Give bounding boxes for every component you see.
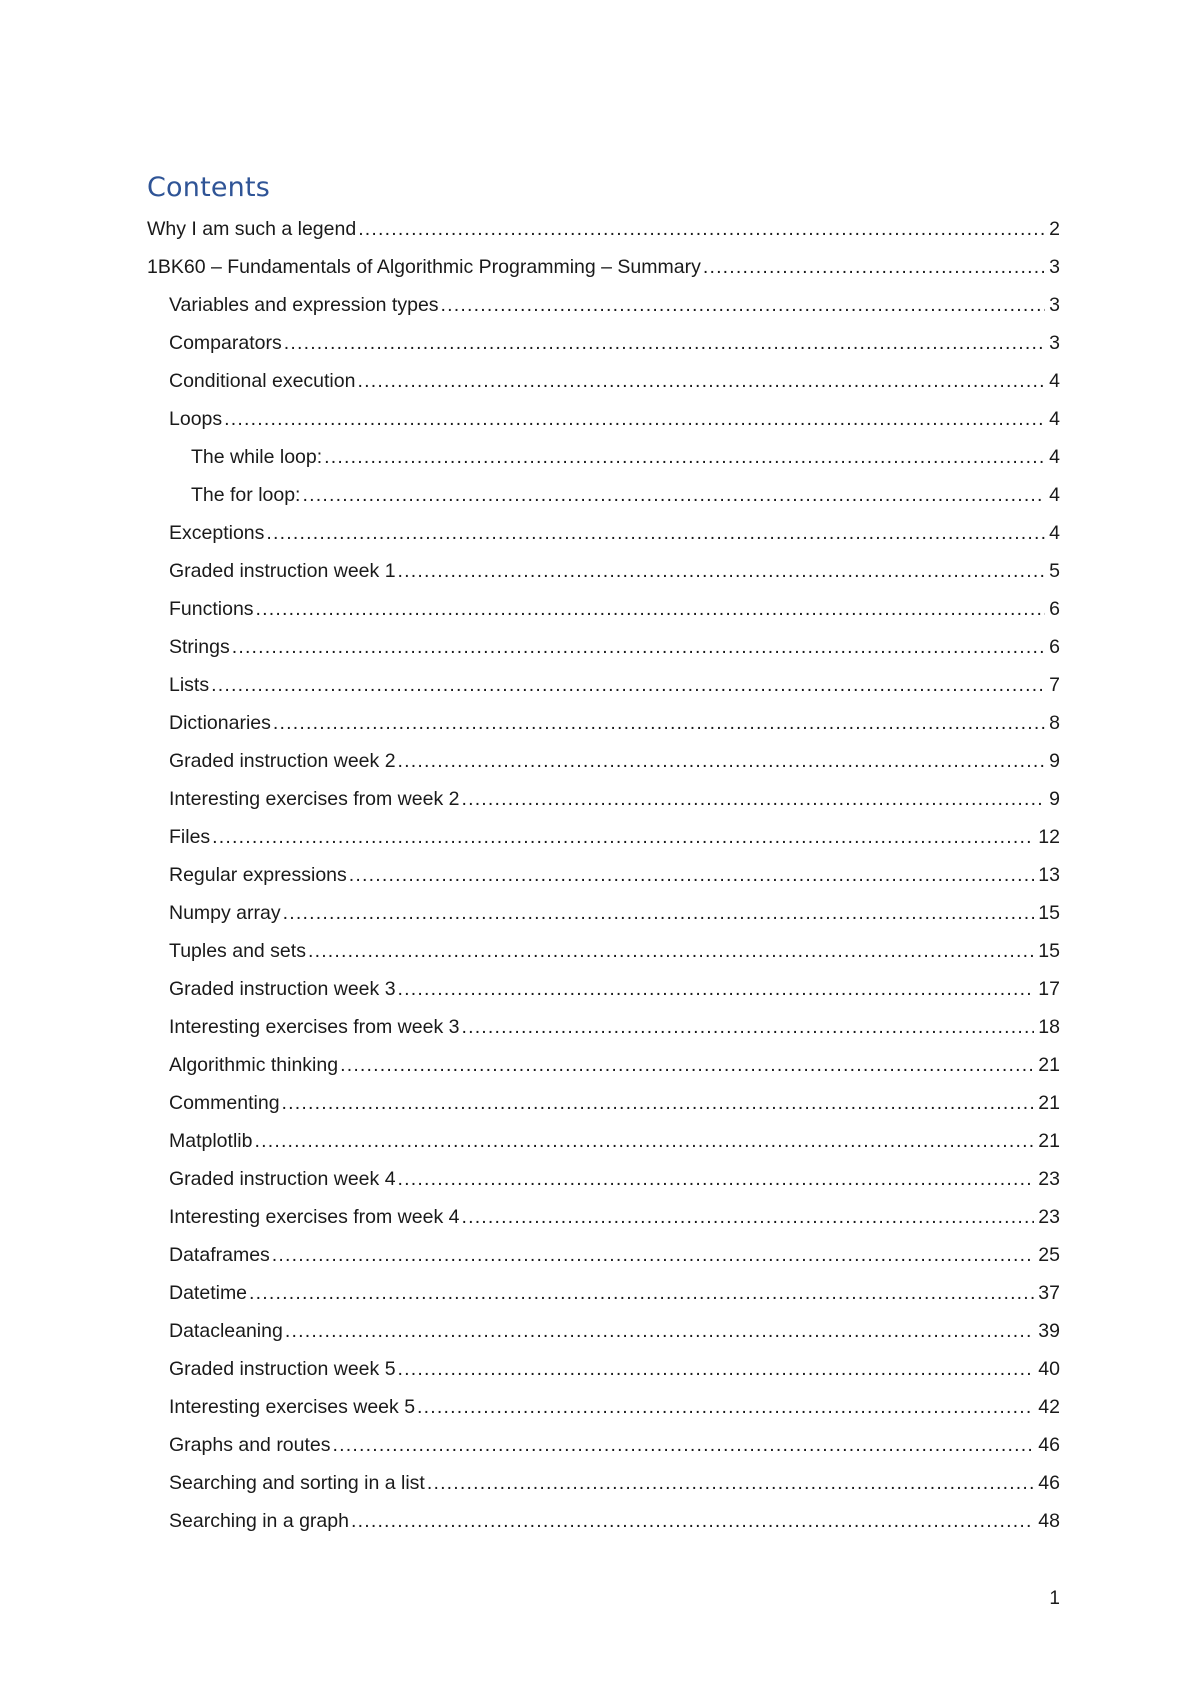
toc-entry[interactable] bbox=[147, 210, 1060, 248]
toc-dot-leader bbox=[256, 590, 1046, 628]
toc-entry[interactable] bbox=[147, 970, 1060, 1008]
toc-entry-label: Functions bbox=[169, 598, 254, 620]
toc-dot-leader bbox=[703, 248, 1045, 286]
toc-entry-page-number: 5 bbox=[1049, 560, 1060, 582]
toc-entry[interactable] bbox=[147, 1046, 1060, 1084]
toc-dot-leader bbox=[284, 324, 1045, 362]
toc-entry[interactable] bbox=[147, 1198, 1060, 1236]
toc-entry-page-number: 15 bbox=[1038, 940, 1060, 962]
toc-entry[interactable] bbox=[147, 286, 1060, 324]
toc-entry-label: Interesting exercises from week 2 bbox=[169, 788, 460, 810]
toc-entry-label: Searching and sorting in a list bbox=[169, 1472, 425, 1494]
toc-entry-label: Loops bbox=[169, 408, 223, 430]
toc-entry-label: Graded instruction week 4 bbox=[169, 1168, 396, 1190]
toc-entry[interactable] bbox=[147, 856, 1060, 894]
toc-dot-leader bbox=[254, 1122, 1034, 1160]
toc-entry-page-number: 4 bbox=[1049, 408, 1060, 430]
toc-entry-label: Strings bbox=[169, 636, 230, 658]
toc-entry-label: The for loop: bbox=[191, 484, 301, 506]
toc-entry-page-number: 21 bbox=[1038, 1054, 1060, 1076]
toc-dot-leader bbox=[324, 438, 1045, 476]
toc-entry[interactable] bbox=[147, 1008, 1060, 1046]
toc-dot-leader bbox=[285, 1312, 1034, 1350]
toc-entry[interactable] bbox=[147, 1160, 1060, 1198]
toc-entry[interactable] bbox=[147, 438, 1060, 476]
toc-dot-leader bbox=[461, 1198, 1034, 1236]
toc-entry-label: Interesting exercises from week 3 bbox=[169, 1016, 460, 1038]
toc-dot-leader bbox=[282, 1084, 1035, 1122]
toc-entry-page-number: 46 bbox=[1038, 1434, 1060, 1456]
toc-entry-label: Tuples and sets bbox=[169, 940, 306, 962]
toc-entry-page-number: 17 bbox=[1038, 978, 1060, 1000]
toc-entry-page-number: 42 bbox=[1038, 1396, 1060, 1418]
toc-entry[interactable] bbox=[147, 362, 1060, 400]
toc-entry-label: Algorithmic thinking bbox=[169, 1054, 339, 1076]
toc-entry-label: Graded instruction week 2 bbox=[169, 750, 396, 772]
toc-entry-page-number: 3 bbox=[1049, 332, 1060, 354]
toc-entry-page-number: 21 bbox=[1038, 1092, 1060, 1114]
toc-entry[interactable] bbox=[147, 666, 1060, 704]
toc-entry-page-number: 8 bbox=[1049, 712, 1060, 734]
toc-entry[interactable] bbox=[147, 1312, 1060, 1350]
toc-entry[interactable] bbox=[147, 514, 1060, 552]
toc-entry-page-number: 4 bbox=[1049, 522, 1060, 544]
toc-entry[interactable] bbox=[147, 628, 1060, 666]
toc-entry-page-number: 4 bbox=[1049, 446, 1060, 468]
toc-entry[interactable] bbox=[147, 1236, 1060, 1274]
toc-entry[interactable] bbox=[147, 894, 1060, 932]
toc-entry[interactable] bbox=[147, 704, 1060, 742]
toc-entry[interactable] bbox=[147, 324, 1060, 362]
toc-entry-label: Graded instruction week 3 bbox=[169, 978, 396, 1000]
toc-entry-page-number: 18 bbox=[1038, 1016, 1060, 1038]
toc-dot-leader bbox=[333, 1426, 1035, 1464]
toc-entry-label: Dictionaries bbox=[169, 712, 271, 734]
toc-entry-label: Conditional execution bbox=[169, 370, 356, 392]
toc-entry[interactable] bbox=[147, 476, 1060, 514]
toc-dot-leader bbox=[417, 1388, 1034, 1426]
toc-dot-leader bbox=[441, 286, 1046, 324]
toc-entry-label: 1BK60 – Fundamentals of Algorithmic Programming – Summary bbox=[147, 256, 701, 278]
toc-dot-leader bbox=[349, 856, 1035, 894]
toc-entry-page-number: 23 bbox=[1038, 1168, 1060, 1190]
toc-dot-leader bbox=[224, 400, 1045, 438]
toc-entry-page-number: 23 bbox=[1038, 1206, 1060, 1228]
toc-entry[interactable] bbox=[147, 742, 1060, 780]
toc-dot-leader bbox=[266, 514, 1045, 552]
toc-entry-label: Variables and expression types bbox=[169, 294, 439, 316]
toc-entry-label: Graded instruction week 1 bbox=[169, 560, 396, 582]
toc-dot-leader bbox=[272, 1236, 1035, 1274]
toc-entry-label: The while loop: bbox=[191, 446, 323, 468]
toc-dot-leader bbox=[283, 894, 1035, 932]
toc-entry-label: Interesting exercises week 5 bbox=[169, 1396, 416, 1418]
toc-entry-page-number: 3 bbox=[1049, 294, 1060, 316]
toc-entry-page-number: 7 bbox=[1049, 674, 1060, 696]
toc-entry-label: Why I am such a legend bbox=[147, 218, 357, 240]
toc-entry[interactable] bbox=[147, 1426, 1060, 1464]
toc-dot-leader bbox=[461, 1008, 1034, 1046]
toc-entry[interactable] bbox=[147, 248, 1060, 286]
toc-entry[interactable] bbox=[147, 1502, 1060, 1540]
toc-entry-label: Numpy array bbox=[169, 902, 281, 924]
toc-dot-leader bbox=[211, 666, 1045, 704]
toc-entry-page-number: 4 bbox=[1049, 370, 1060, 392]
page-number: 1 bbox=[1049, 1588, 1060, 1609]
toc-entry-page-number: 25 bbox=[1038, 1244, 1060, 1266]
toc-dot-leader bbox=[427, 1464, 1034, 1502]
toc-entry[interactable] bbox=[147, 1464, 1060, 1502]
toc-entry-page-number: 40 bbox=[1038, 1358, 1060, 1380]
toc-dot-leader bbox=[249, 1274, 1034, 1312]
toc-entry-label: Lists bbox=[169, 674, 210, 696]
toc-dot-leader bbox=[273, 704, 1045, 742]
toc-entry-page-number: 6 bbox=[1049, 598, 1060, 620]
table-of-contents bbox=[147, 210, 1060, 1540]
toc-entry-label: Files bbox=[169, 826, 211, 848]
toc-entry-label: Graphs and routes bbox=[169, 1434, 331, 1456]
toc-entry-label: Exceptions bbox=[169, 522, 265, 544]
toc-entry-label: Matplotlib bbox=[169, 1130, 253, 1152]
toc-entry-page-number: 48 bbox=[1038, 1510, 1060, 1532]
toc-entry-page-number: 37 bbox=[1038, 1282, 1060, 1304]
toc-entry-label: Dataframes bbox=[169, 1244, 270, 1266]
toc-dot-leader bbox=[398, 742, 1046, 780]
toc-dot-leader bbox=[398, 1160, 1035, 1198]
toc-dot-leader bbox=[358, 210, 1045, 248]
toc-entry-label: Datetime bbox=[169, 1282, 248, 1304]
toc-dot-leader bbox=[340, 1046, 1034, 1084]
toc-entry[interactable] bbox=[147, 1122, 1060, 1160]
toc-entry[interactable] bbox=[147, 400, 1060, 438]
toc-dot-leader bbox=[357, 362, 1045, 400]
toc-dot-leader bbox=[398, 552, 1046, 590]
toc-entry-page-number: 13 bbox=[1038, 864, 1060, 886]
toc-entry-page-number: 4 bbox=[1049, 484, 1060, 506]
toc-dot-leader bbox=[398, 1350, 1035, 1388]
toc-entry[interactable] bbox=[147, 1084, 1060, 1122]
toc-dot-leader bbox=[461, 780, 1045, 818]
toc-entry[interactable] bbox=[147, 552, 1060, 590]
toc-entry-label: Graded instruction week 5 bbox=[169, 1358, 396, 1380]
toc-entry[interactable] bbox=[147, 1388, 1060, 1426]
toc-entry[interactable] bbox=[147, 1350, 1060, 1388]
toc-entry-label: Comparators bbox=[169, 332, 282, 354]
toc-entry[interactable] bbox=[147, 1274, 1060, 1312]
toc-entry-page-number: 9 bbox=[1049, 788, 1060, 810]
toc-entry-label: Searching in a graph bbox=[169, 1510, 349, 1532]
toc-entry-label: Interesting exercises from week 4 bbox=[169, 1206, 460, 1228]
toc-dot-leader bbox=[232, 628, 1045, 666]
toc-entry[interactable] bbox=[147, 590, 1060, 628]
toc-dot-leader bbox=[398, 970, 1035, 1008]
toc-entry-label: Datacleaning bbox=[169, 1320, 283, 1342]
toc-entry-page-number: 9 bbox=[1049, 750, 1060, 772]
toc-entry[interactable] bbox=[147, 932, 1060, 970]
toc-dot-leader bbox=[302, 476, 1045, 514]
toc-entry-page-number: 6 bbox=[1049, 636, 1060, 658]
toc-entry-page-number: 15 bbox=[1038, 902, 1060, 924]
toc-entry-label: Commenting bbox=[169, 1092, 280, 1114]
toc-entry[interactable] bbox=[147, 818, 1060, 856]
toc-entry-page-number: 21 bbox=[1038, 1130, 1060, 1152]
toc-entry-page-number: 46 bbox=[1038, 1472, 1060, 1494]
toc-entry-page-number: 39 bbox=[1038, 1320, 1060, 1342]
toc-heading: Contents bbox=[147, 172, 271, 203]
toc-entry-label: Regular expressions bbox=[169, 864, 347, 886]
toc-entry-page-number: 3 bbox=[1049, 256, 1060, 278]
toc-entry-page-number: 2 bbox=[1049, 218, 1060, 240]
toc-dot-leader bbox=[308, 932, 1034, 970]
toc-entry-page-number: 12 bbox=[1038, 826, 1060, 848]
toc-dot-leader bbox=[212, 818, 1034, 856]
toc-entry[interactable] bbox=[147, 780, 1060, 818]
toc-dot-leader bbox=[351, 1502, 1034, 1540]
